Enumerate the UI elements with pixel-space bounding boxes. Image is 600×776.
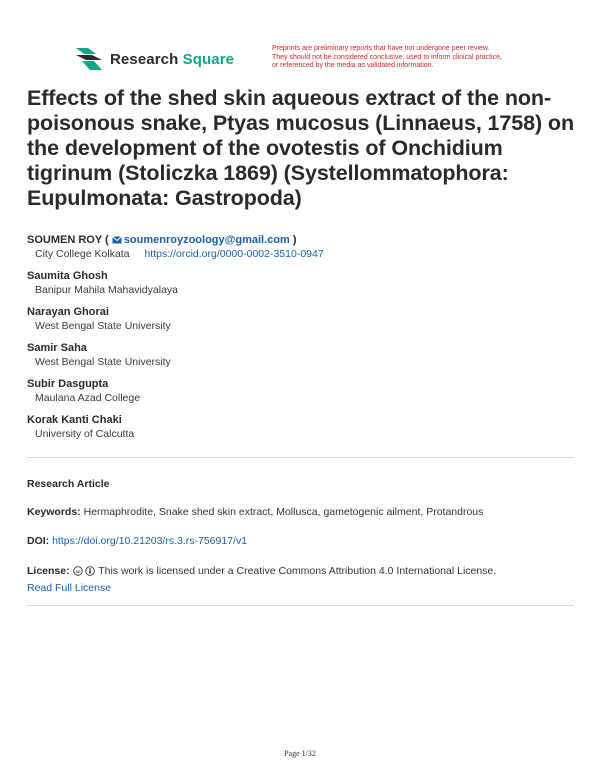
license-row	[27, 563, 575, 597]
divider	[27, 457, 574, 458]
license-label: License:	[27, 565, 70, 577]
author-name-text: SOUMEN ROY	[27, 234, 102, 246]
author-affiliation: Maulana Azad College	[35, 392, 141, 404]
mail-icon	[112, 236, 122, 244]
logo-word-square: Square	[182, 50, 235, 68]
paper-title: Effects of the shed skin aqueous extract of the non-poisonous snake, Ptyas mucosus (Linnaeus, 1758) on the development of the ovotestis of Onchidium tigrinum (Stoliczka 1869) (Systellommatophora: Eupulmonata: Gastropoda)	[27, 86, 574, 210]
author-email: ( soumenroyzoology@gmail.com )	[105, 234, 297, 246]
author-affiliation: West Bengal State University	[35, 356, 171, 368]
research-square-logo	[74, 46, 234, 72]
article-type	[27, 476, 575, 493]
orcid-link[interactable]: https://orcid.org/0000-0002-3510-0947	[144, 248, 324, 260]
author-affiliation: University of Calcutta	[35, 428, 135, 440]
notice-line: They should not be considered conclusive, used to inform clinical practice,	[272, 53, 502, 61]
notice-line: Preprints are preliminary reports that have not undergone peer review.	[272, 45, 490, 52]
article-type-text: Research Article	[27, 478, 110, 490]
author-list	[27, 234, 575, 450]
logo-text	[110, 51, 234, 68]
author-affiliation: West Bengal State University	[35, 320, 171, 332]
read-full-license-link[interactable]: Read Full License	[27, 582, 112, 594]
divider	[27, 605, 574, 606]
keywords-row	[27, 504, 575, 521]
keywords-label: Keywords:	[27, 506, 81, 518]
author-name: Narayan Ghorai	[27, 306, 109, 318]
doi-label: DOI:	[27, 535, 50, 547]
research-square-logo-icon	[74, 46, 104, 72]
author-name: Samir Saha	[27, 342, 87, 354]
affiliation-text: City College Kolkata	[35, 248, 130, 260]
page-number: Page 1/32	[284, 749, 316, 758]
email-link[interactable]: soumenroyzoology@gmail.com	[123, 234, 290, 246]
author-name: Saumita Ghosh	[27, 270, 108, 282]
author-name	[27, 234, 575, 247]
license-text: This work is licensed under a Creative Commons Attribution 4.0 International License.	[98, 565, 497, 577]
author-affiliation: Banipur Mahila Mahavidyalaya	[35, 284, 178, 296]
author-affiliation	[35, 247, 575, 262]
creative-commons-icon	[73, 566, 83, 576]
doi-link[interactable]: https://doi.org/10.21203/rs.3.rs-756917/v1	[52, 535, 248, 547]
doi-row	[27, 533, 575, 550]
notice-line: or referenced by the media as validated information.	[272, 62, 434, 69]
author-name: Korak Kanti Chaki	[27, 414, 122, 426]
preprint-notice	[272, 45, 572, 71]
author-name: Subir Dasgupta	[27, 378, 109, 390]
keywords-text: Hermaphrodite, Snake shed skin extract, Mollusca, gametogenic ailment, Protandrous	[83, 506, 484, 518]
svg-text:cc: cc	[74, 568, 81, 574]
logo-word-research: Research	[110, 50, 179, 68]
attribution-icon	[85, 566, 95, 576]
